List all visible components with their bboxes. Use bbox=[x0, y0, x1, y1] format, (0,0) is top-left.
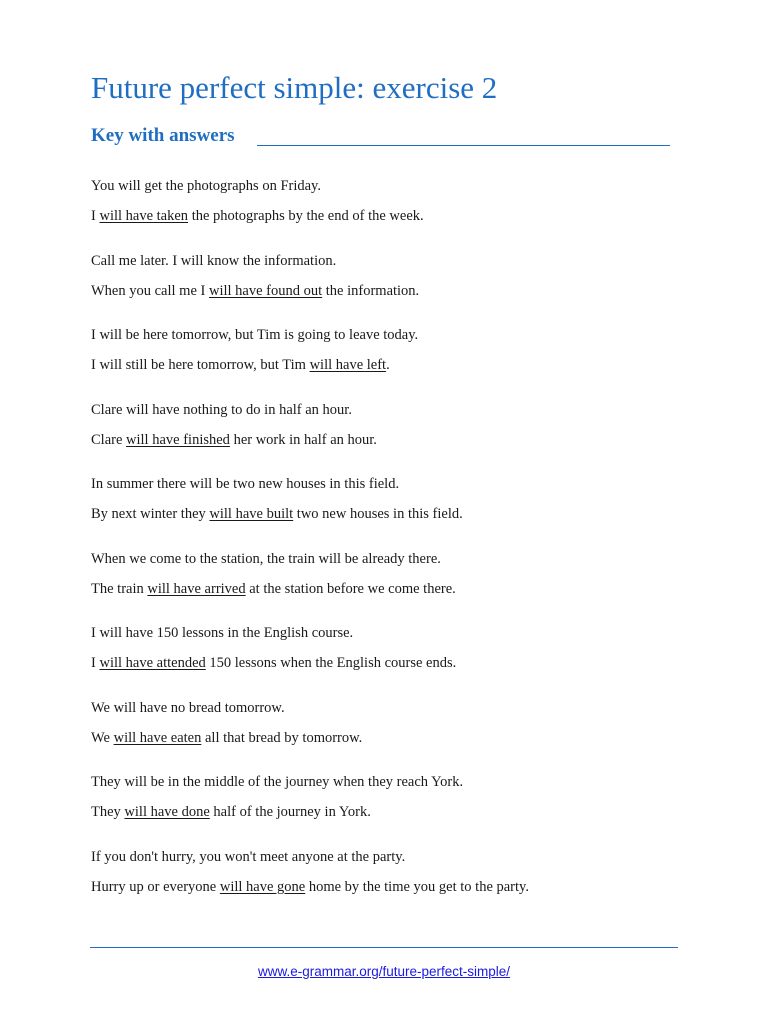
exercise-item bbox=[91, 848, 691, 923]
exercise-answer-sentence bbox=[91, 282, 691, 312]
exercise-answer-sentence bbox=[91, 356, 691, 386]
answer-text-before: I bbox=[91, 655, 100, 671]
exercise-prompt: Clare will have nothing to do in half an hour. bbox=[91, 401, 352, 418]
answer-underlined: will have gone bbox=[219, 878, 306, 895]
exercise-prompt: I will have 150 lessons in the English course. bbox=[91, 625, 354, 641]
exercise-prompt: You will get the photographs on Friday. bbox=[91, 178, 321, 194]
exercise-item bbox=[91, 699, 691, 774]
answer-underlined: will have done bbox=[124, 804, 210, 820]
answer-text-before: Hurry up or everyone bbox=[91, 878, 220, 895]
exercise-item bbox=[91, 550, 691, 625]
answer-text-before: They bbox=[91, 804, 125, 820]
exercise-answer-sentence bbox=[91, 505, 691, 535]
answer-text-after: her work in half an hour. bbox=[229, 431, 377, 448]
answer-underlined: will have taken bbox=[99, 208, 189, 224]
answer-text-before: When you call me I bbox=[91, 282, 209, 299]
subtitle-underline-rule bbox=[257, 145, 670, 146]
answer-text-after: 150 lessons when the English course ends. bbox=[205, 655, 457, 671]
exercise-answer-sentence bbox=[91, 729, 691, 759]
answer-text-before: By next winter they bbox=[91, 506, 210, 522]
exercise-item bbox=[91, 252, 691, 327]
answer-text-after: half of the journey in York. bbox=[209, 804, 371, 820]
exercise-answer-sentence bbox=[91, 803, 691, 833]
exercise-prompt: Call me later. I will know the information. bbox=[91, 252, 337, 269]
answer-underlined: will have attended bbox=[99, 655, 206, 671]
exercise-item bbox=[91, 326, 691, 401]
answer-text-after: . bbox=[386, 357, 390, 373]
answer-text-after: the photographs by the end of the week. bbox=[188, 208, 424, 224]
answer-text-before: I bbox=[91, 208, 100, 224]
exercise-prompt: If you don't hurry, you won't meet anyone at the party. bbox=[91, 848, 406, 865]
exercise-item bbox=[91, 475, 691, 550]
exercise-prompt: They will be in the middle of the journey when they reach York. bbox=[91, 774, 464, 790]
exercise-prompt: We will have no bread tomorrow. bbox=[91, 699, 285, 716]
answer-text-before: We bbox=[91, 729, 114, 746]
footer-website-link[interactable]: www.e-grammar.org/future-perfect-simple/ bbox=[257, 964, 511, 979]
exercise-item bbox=[91, 401, 691, 476]
answer-text-before: I will still be here tomorrow, but Tim bbox=[91, 357, 310, 373]
exercise-prompt: I will be here tomorrow, but Tim is going to leave today. bbox=[91, 327, 419, 343]
answer-text-after: at the station before we come there. bbox=[245, 580, 456, 597]
page-title: Future perfect simple: exercise 2 bbox=[91, 70, 498, 105]
exercise-answer-sentence bbox=[91, 431, 691, 461]
answer-text-before: Clare bbox=[91, 431, 127, 448]
exercise-answer-sentence bbox=[91, 654, 691, 684]
answer-text-after: the information. bbox=[322, 282, 420, 299]
answer-text-before: The train bbox=[91, 580, 148, 597]
exercise-item bbox=[91, 177, 691, 252]
exercise-list bbox=[91, 177, 691, 922]
page-subtitle: Key with answers bbox=[91, 125, 235, 146]
exercise-answer-sentence bbox=[91, 878, 691, 908]
exercise-item bbox=[91, 624, 691, 699]
exercise-prompt: When we come to the station, the train will be already there. bbox=[91, 550, 441, 567]
exercise-answer-sentence bbox=[91, 580, 691, 610]
answer-underlined: will have eaten bbox=[113, 729, 202, 746]
answer-text-after: home by the time you get to the party. bbox=[305, 878, 529, 895]
exercise-answer-sentence bbox=[91, 207, 691, 237]
footer-divider bbox=[90, 947, 678, 948]
answer-underlined: will have left bbox=[309, 357, 387, 373]
exercise-item bbox=[91, 773, 691, 848]
answer-text-after: two new houses in this field. bbox=[293, 506, 463, 522]
answer-underlined: will have built bbox=[209, 506, 294, 522]
answer-underlined: will have arrived bbox=[147, 580, 246, 597]
answer-underlined: will have found out bbox=[208, 282, 323, 299]
exercise-prompt: In summer there will be two new houses in this field. bbox=[91, 476, 400, 492]
answer-text-after: all that bread by tomorrow. bbox=[201, 729, 363, 746]
answer-underlined: will have finished bbox=[126, 431, 230, 448]
